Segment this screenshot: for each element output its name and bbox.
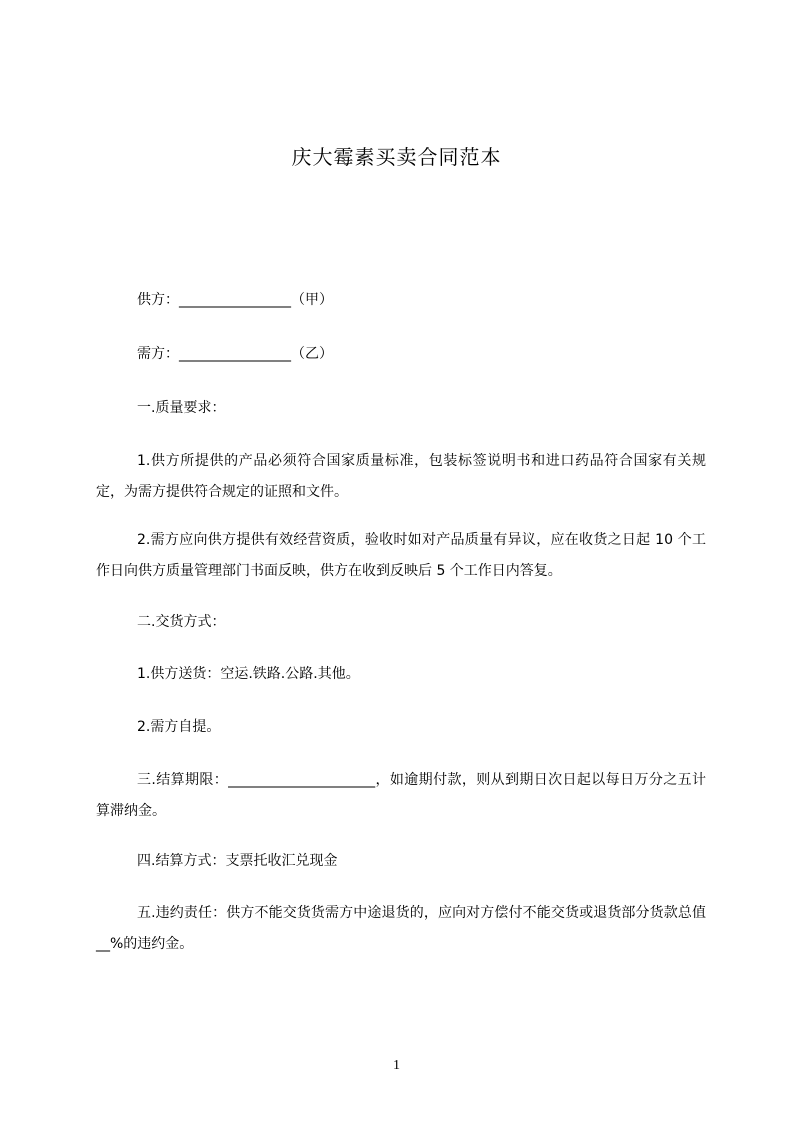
section-1-heading: 一.质量要求： xyxy=(137,400,226,416)
section-1-item-1: 1.供方所提供的产品必须符合国家质量标准，包装标签说明书和进口药品符合国家有关规定，为需方提供符合规定的证照和文件。 xyxy=(96,453,706,500)
section-4-settlement-method: 四.结算方式：支票托收汇兑现金 xyxy=(137,853,338,869)
document-title: 庆大霉素买卖合同范本 xyxy=(291,145,502,169)
section-5-liability: 五.违约责任：供方不能交货货需方中途退货的，应向对方偿付不能交货或退货部分货款总值__%的违约金。 xyxy=(96,905,706,952)
section-2-item-1: 1.供方送货：空运.铁路.公路.其他。 xyxy=(137,666,360,682)
section-3-settlement-period: 三.结算期限：_____________________，如逾期付款，则从到期日次日起以每日万分之五计算滞纳金。 xyxy=(96,772,706,819)
buyer-line: 需方：________________（乙） xyxy=(137,346,333,362)
section-2-heading: 二.交货方式： xyxy=(137,614,226,630)
section-2-item-2: 2.需方自提。 xyxy=(137,719,221,735)
supplier-line: 供方：________________（甲） xyxy=(137,292,333,308)
section-1-item-2: 2.需方应向供方提供有效经营资质，验收时如对产品质量有异议，应在收货之日起 10 个工作日向供方质量管理部门书面反映，供方在收到反映后 5 个工作日内答复。 xyxy=(96,532,706,579)
page-number: 1 xyxy=(393,1058,400,1073)
